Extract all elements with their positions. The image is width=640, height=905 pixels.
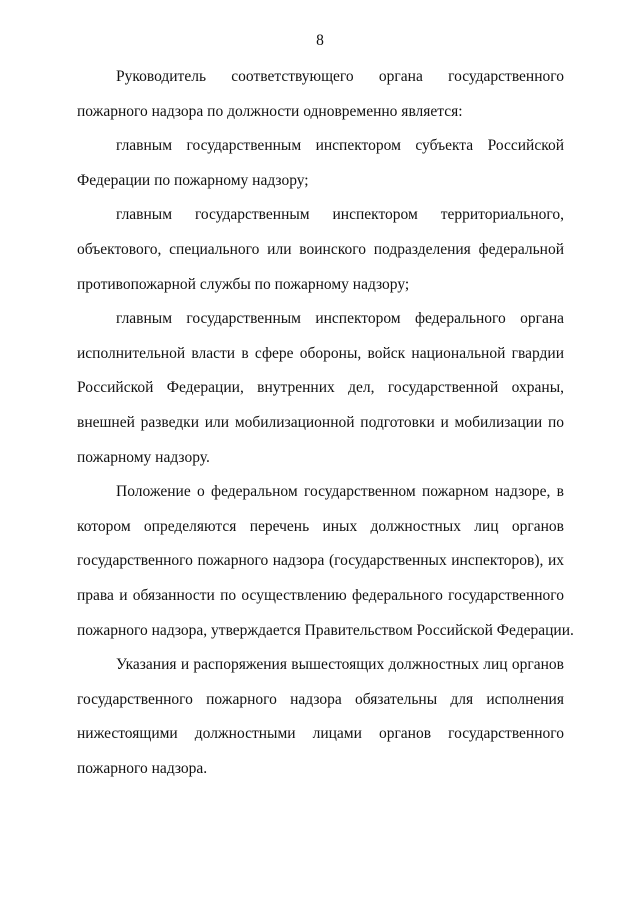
paragraph-line: Указания и распоряжения вышестоящих должностных лиц органов [116,656,564,674]
document-body [77,60,574,786]
paragraph-line: государственного пожарного надзора (государственных инспекторов), их [77,552,564,570]
paragraph-line: объектового, специального или воинского подразделения федеральной [77,240,564,258]
paragraph-line: главным государственным инспектором субъекта Российской [116,137,564,155]
paragraph-line: пожарного надзора по должности одновременно является: [77,102,463,120]
paragraph-line: пожарного надзора, утверждается Правительством Российской Федерации. [77,621,574,639]
paragraph-line: Положение о федеральном государственном пожарном надзоре, в [116,483,564,501]
paragraph-line: Федерации по пожарному надзору; [77,171,309,189]
page-number: 8 [316,32,324,49]
paragraph-line: права и обязанности по осуществлению федерального государственного [77,586,564,604]
paragraph-3 [77,198,564,302]
paragraph-2 [77,129,564,198]
paragraph-line: котором определяются перечень иных должностных лиц органов [77,517,564,535]
paragraph-5 [77,475,574,648]
paragraph-line: пожарному надзору. [77,448,210,466]
paragraph-line: Руководитель соответствующего органа государственного [116,68,564,85]
paragraph-1 [77,60,564,129]
paragraph-line: главным государственным инспектором федерального органа [116,310,564,328]
paragraph-line: исполнительной власти в сфере обороны, войск национальной гвардии [77,344,564,362]
paragraph-line: Российской Федерации, внутренних дел, государственной охраны, [77,379,564,397]
paragraph-line: государственного пожарного надзора обязательны для исполнения [77,690,564,708]
paragraph-line: нижестоящими должностными лицами органов государственного [77,725,564,743]
paragraph-line: главным государственным инспектором территориального, [116,206,564,224]
paragraph-6 [77,648,564,786]
paragraph-line: пожарного надзора. [77,759,208,777]
paragraph-4 [77,302,564,475]
paragraph-line: внешней разведки или мобилизационной подготовки и мобилизации по [77,413,564,431]
paragraph-line: противопожарной службы по пожарному надзору; [77,275,410,293]
